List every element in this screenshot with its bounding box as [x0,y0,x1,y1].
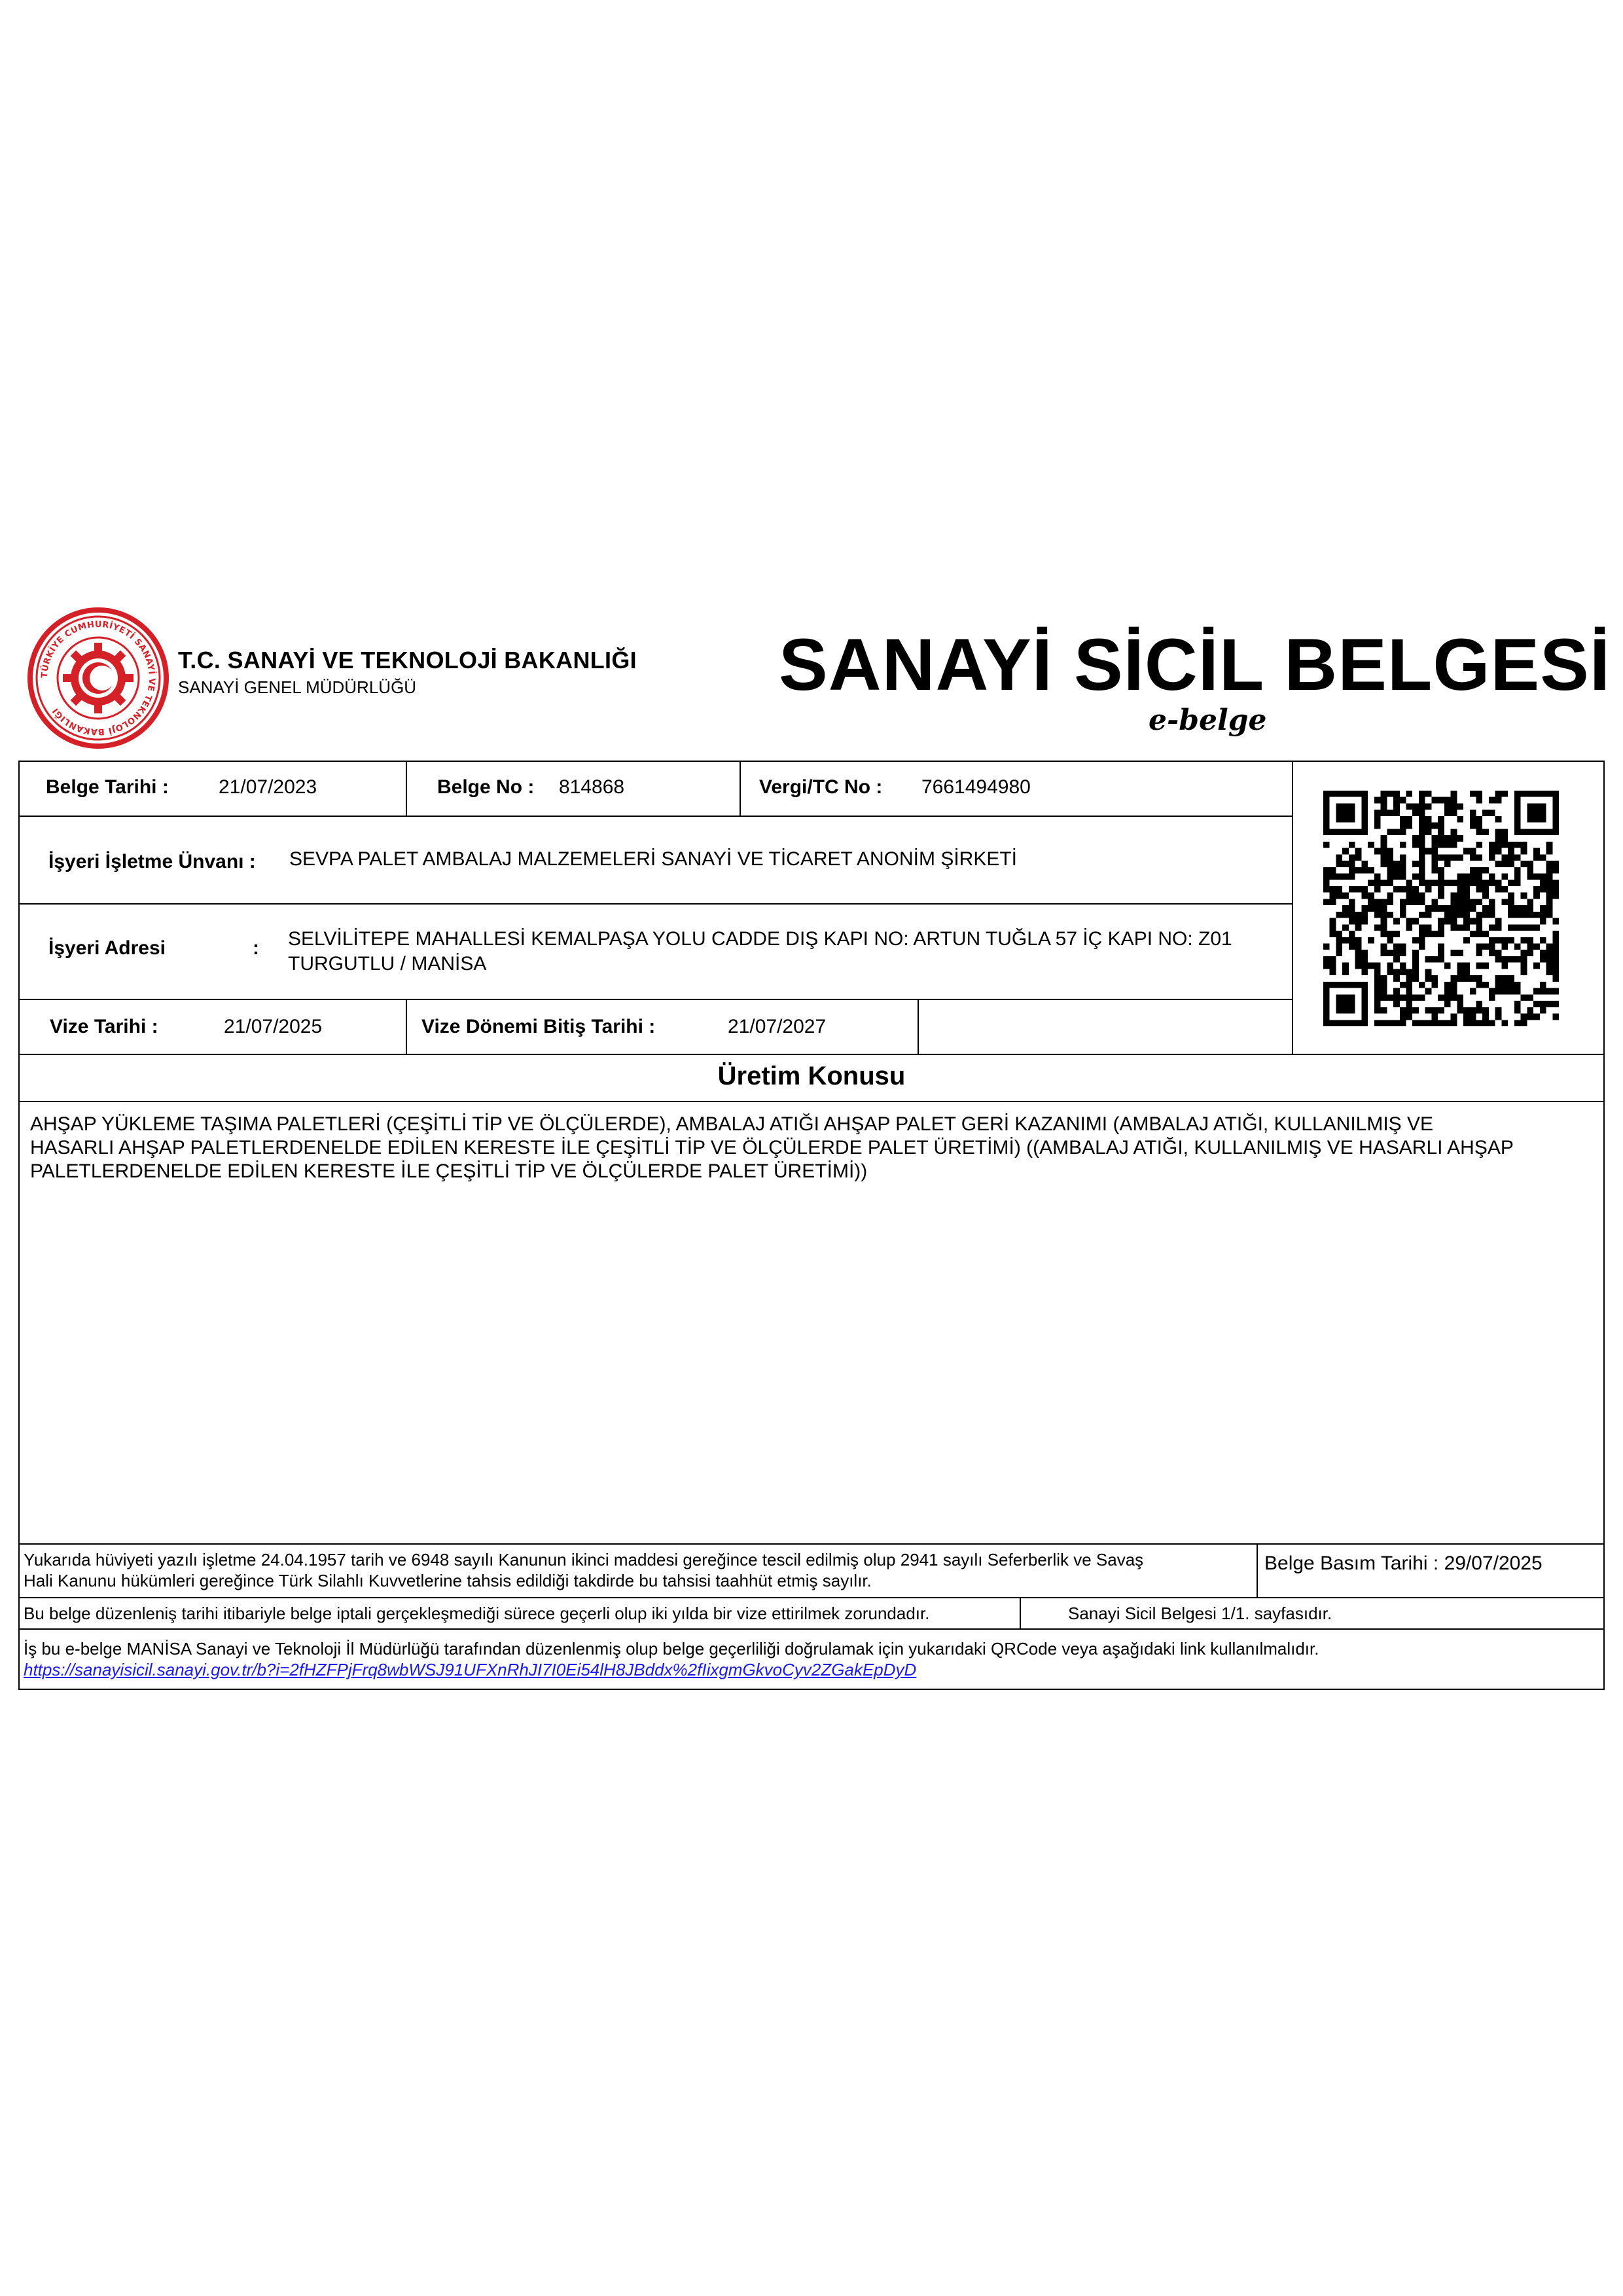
adres-label: İşyeri Adresi [48,937,166,959]
uretim-heading: Üretim Konusu [717,1062,906,1090]
belge-tarihi-value: 21/07/2023 [219,776,317,798]
uretim-line-2: HASARLI AHŞAP PALETLERDENELDE EDİLEN KERESTE İLE ÇEŞİTLİ TİP VE ÖLÇÜLERDE PALET ÜRETİMİ) ((AMBALAJ ATIĞI, KULLANILMIŞ VE HASARLI AHŞAP [30,1137,1514,1158]
verify-link[interactable]: https://sanayisicil.sanayi.gov.tr/b?i=2fHZFPjFrq8wbWSJ91UFXnRhJI7I0Ei54lH8JBddx%2fIixgmGkvoCyv2ZGakEpDyD [24,1660,917,1679]
vize-tarihi-value: 21/07/2025 [224,1016,323,1037]
belge-no-label: Belge No : [437,776,535,798]
adres-line-1: SELVİLİTEPE MAHALLESİ KEMALPAŞA YOLU CADDE DIŞ KAPI NO: ARTUN TUĞLA 57 İÇ KAPI NO: Z01 [288,928,1232,950]
unvan-value: SEVPA PALET AMBALAJ MALZEMELERİ SANAYİ VE TİCARET ANONİM ŞİRKETİ [289,848,1018,870]
ministry-seal-icon [24,603,173,753]
belge-no-value: 814868 [559,776,625,798]
notice-line-2: Hali Kanunu hükümleri gereğince Türk Silahlı Kuvvetlerine tahsis edildiği takdirde bu tahsisi taahhüt etmiş sayılır. [24,1571,872,1590]
uretim-line-3: PALETLERDENELDE EDİLEN KERESTE İLE ÇEŞİTLİ TİP VE ÖLÇÜLERDE PALET ÜRETİMİ)) [30,1160,868,1182]
basim-tarihi: Belge Basım Tarihi : 29/07/2025 [1264,1552,1543,1574]
uretim-line-1: AHŞAP YÜKLEME TAŞIMA PALETLERİ (ÇEŞİTLİ TİP VE ÖLÇÜLERDE), AMBALAJ ATIĞI AHŞAP PALET GERİ KAZANIMI (AMBALAJ ATIĞI, KULLANILMIŞ VE [30,1113,1434,1135]
vize-bitis-value: 21/07/2027 [728,1016,827,1037]
qr-code-icon [1323,791,1559,1026]
unvan-label: İşyeri İşletme Ünvanı : [48,851,256,872]
document-title: SANAYİ SİCİL BELGESİ [779,624,1611,706]
notice-line-1: Yukarıda hüviyeti yazılı işletme 24.04.1957 tarih ve 6948 sayılı Kanunun ikinci maddesi gereğince tescil edilmiş olup 2941 sayılı Seferberlik ve Savaş [24,1550,1144,1570]
vergi-no-value: 7661494980 [921,776,1031,798]
seal-text: TÜRKİYE CUMHURİYETİ SANAYİ VE TEKNOLOJİ BAKANLIĞI [39,619,157,737]
verify-notice: İş bu e-belge MANİSA Sanayi ve Teknoloji İl Müdürlüğü tarafından düzenlenmiş olup belge geçerliliği doğrulamak için yukarıdaki QRCode veya aşağıdaki link kullanılmalıdır. [24,1639,1319,1659]
belge-tarihi-label: Belge Tarihi : [46,776,169,798]
directorate-name: SANAYİ GENEL MÜDÜRLÜĞÜ [178,677,417,697]
page-info: Sanayi Sicil Belgesi 1/1. sayfasıdır. [1068,1604,1332,1623]
adres-colon: : [253,937,259,959]
validity-notice: Bu belge düzenleniş tarihi itibariyle belge iptali gerçekleşmediği sürece geçerli olup iki yılda bir vize ettirilmek zorundadır. [24,1604,930,1623]
vize-tarihi-label: Vize Tarihi : [50,1016,158,1037]
vergi-no-label: Vergi/TC No : [759,776,883,798]
vize-bitis-label: Vize Dönemi Bitiş Tarihi : [421,1016,656,1037]
document-subtitle: e-belge [1149,704,1267,737]
adres-line-2: TURGUTLU / MANİSA [288,953,487,975]
ministry-name: T.C. SANAYİ VE TEKNOLOJİ BAKANLIĞI [178,647,637,673]
